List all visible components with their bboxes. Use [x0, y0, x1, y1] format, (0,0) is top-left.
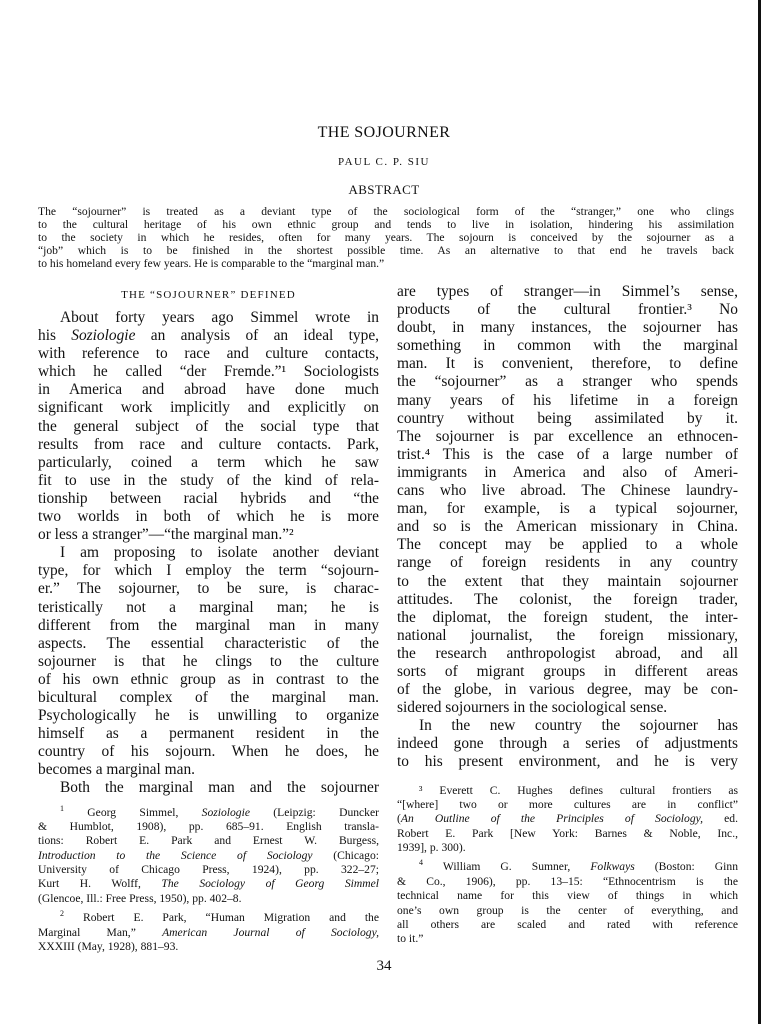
page-edge-rule — [758, 0, 761, 1024]
body-line: the diplomat, the foreign student, the inter- — [397, 608, 738, 626]
body-line: products of the cultural frontier.³ No — [397, 301, 738, 319]
right-column — [397, 283, 738, 947]
footnote-line: & Humblot, 1908), pp. 685–91. English transla- — [38, 819, 379, 833]
body-line: type, for which I employ the term “sojourn- — [38, 562, 379, 580]
body-line: doubt, in many instances, the sojourner has — [397, 319, 738, 337]
footnote-line: 1939], p. 300). — [397, 841, 466, 855]
body-line: The sojourner is par excellence an ethnocen- — [397, 427, 738, 445]
footnotes-right — [397, 784, 738, 947]
body-line: sidered sojourners in the sociological sense. — [397, 699, 668, 717]
body-line: fit to use in the study of the kind of rela- — [38, 471, 379, 489]
abstract-line: “job” which is to be finished in the shortest possible time. As an alternative to that end he travels back — [38, 244, 734, 257]
body-line: sojourner is that he clings to the culture — [38, 652, 379, 670]
body-line: his Soziologie an analysis of an ideal type, — [38, 327, 379, 345]
section-heading: THE “SOJOURNER” DEFINED — [121, 289, 296, 301]
abstract-line: The “sojourner” is treated as a deviant type of the sociological form of the “stranger,” one who clings — [38, 205, 734, 218]
footnote-line: University of Chicago Press, 1924), pp. 322–27; — [38, 863, 379, 877]
body-line: country without being assimilated by it. — [397, 409, 738, 427]
body-line: becomes a marginal man. — [38, 761, 195, 779]
body-line: er.” The sojourner, to be sure, is charac- — [38, 580, 379, 598]
body-line: I am proposing to isolate another deviant — [60, 544, 379, 562]
body-line: range of foreign residents in any country — [397, 554, 738, 572]
body-line: are types of stranger—in Simmel’s sense, — [397, 283, 738, 300]
abstract-line: to his homeland every few years. He is comparable to the “marginal man.” — [38, 257, 385, 270]
footnote-line: $^2$ Robert E. Park, “Human Migration and the — [60, 909, 379, 925]
body-line: bicultural complex of the marginal man. — [38, 688, 379, 706]
body-line: significant work implicitly and explicitly on — [38, 399, 379, 417]
footnote-line: $^4$ William G. Sumner, Folkways (Boston: Ginn — [419, 858, 738, 874]
body-line: national journalist, the foreign missionary, — [397, 626, 738, 644]
body-line: and so is the American missionary in China. — [397, 518, 738, 536]
footnote-line: (Glencoe, Ill.: Free Press, 1950), pp. 402–8. — [38, 891, 242, 905]
body-line: About forty years ago Simmel wrote in — [60, 309, 379, 326]
body-line: something in common with the marginal — [397, 337, 738, 355]
footnote-line: XXXIII (May, 1928), 881–93. — [38, 940, 179, 954]
footnote-line: Kurt H. Wolff, The Sociology of Georg Simmel — [38, 877, 380, 891]
footnote-line: Robert E. Park [New York: Barnes & Noble, Inc., — [397, 826, 738, 840]
article-title: THE SOJOURNER — [317, 124, 451, 141]
footnote-line: $^1$ Georg Simmel, Soziologie (Leipzig: Duncker — [60, 803, 379, 819]
body-line: man. It is convenient, therefore, to define — [397, 355, 738, 373]
body-line: tionship between racial hybrids and “the — [38, 489, 379, 507]
body-line: of the globe, in various degree, may be con- — [397, 681, 738, 699]
body-line: different from the marginal man in many — [38, 616, 379, 634]
body-line: or less a stranger”—“the marginal man.”² — [38, 526, 294, 544]
body-line: Both the marginal man and the sojourner — [60, 779, 379, 797]
footnote-line: Marginal Man,” American Journal of Sociology, — [38, 925, 379, 939]
body-line: particularly, coined a term which he saw — [38, 453, 379, 471]
body-line: Psychologically he is unwilling to organize — [38, 707, 379, 725]
body-line: immigrants in America and also of Ameri- — [397, 463, 738, 481]
left-column — [38, 283, 379, 954]
body-line: in America and abroad have done much — [38, 381, 379, 399]
footnote-line: tions: Robert E. Park and Ernest W. Burgess, — [38, 834, 379, 848]
body-line: sorts of migrant groups in different areas — [397, 662, 738, 680]
body-line: teristically not a marginal man; he is — [38, 598, 379, 616]
footnote-line: technical name for this view of things in which — [397, 889, 738, 903]
footnote-line: one’s own group is the center of everything, and — [397, 903, 738, 917]
body-line: results from race and culture contacts. Park, — [38, 435, 379, 453]
abstract-block — [38, 205, 734, 270]
body-line: to the extent that they maintain sojourner — [397, 572, 738, 590]
footnote-line: all others are scaled and rated with reference — [397, 918, 738, 932]
body-line: many years of his lifetime in a foreign — [397, 391, 738, 409]
abstract-line: to the cultural heritage of his own ethnic group and tends to live in isolation, hindering his assimilation — [38, 218, 734, 231]
body-line: The concept may be applied to a whole — [397, 536, 738, 554]
body-line: to his present environment, and he is very — [397, 753, 738, 771]
body-line: of his own ethnic group as in contrast to the — [38, 670, 379, 688]
body-line: attitudes. The colonist, the foreign trader, — [397, 590, 738, 608]
body-line: indeed gone through a series of adjustments — [397, 735, 738, 753]
body-line: aspects. The essential characteristic of the — [38, 634, 379, 652]
body-line: cans who live abroad. The Chinese laundry- — [397, 482, 738, 500]
footnote-line: “[where] two or more cultures are in conflict” — [397, 797, 738, 811]
footnote-line: (An Outline of the Principles of Sociology, ed. — [397, 812, 738, 826]
body-line: In the new country the sojourner has — [419, 717, 738, 735]
body-line: two worlds in both of which he is more — [38, 508, 379, 526]
body-line: the general subject of the social type that — [38, 417, 379, 435]
body-line: which he called “der Fremde.”¹ Sociologists — [38, 363, 379, 381]
body-line: man, for example, is a typical sojourner, — [397, 500, 738, 518]
footnote-line: Introduction to the Science of Sociology (Chicago: — [38, 848, 380, 862]
footnote-line: to it.” — [397, 932, 424, 946]
article-author: PAUL C. P. SIU — [337, 156, 431, 168]
page-number: 34 — [376, 958, 392, 974]
abstract-heading: ABSTRACT — [348, 182, 420, 197]
body-line: himself as a permanent resident in the — [38, 725, 379, 743]
body-line: the “sojourner” as a stranger who spends — [397, 373, 738, 391]
body-line: with reference to race and culture contacts, — [38, 345, 379, 363]
body-line: the research anthropologist abroad, and all — [397, 644, 738, 662]
footnote-line: & Co., 1906), pp. 13–15: “Ethnocentrism is the — [397, 874, 738, 888]
body-line: country of his sojourn. When he does, he — [38, 743, 379, 761]
body-line: trist.⁴ This is the case of a large number of — [397, 445, 738, 463]
abstract-line: to the society in which he resides, often for many years. The sojourn is conceived by the sojourner as a — [38, 231, 734, 244]
footnotes-left — [38, 803, 380, 955]
footnote-line: ³ Everett C. Hughes defines cultural frontiers as — [419, 783, 738, 797]
